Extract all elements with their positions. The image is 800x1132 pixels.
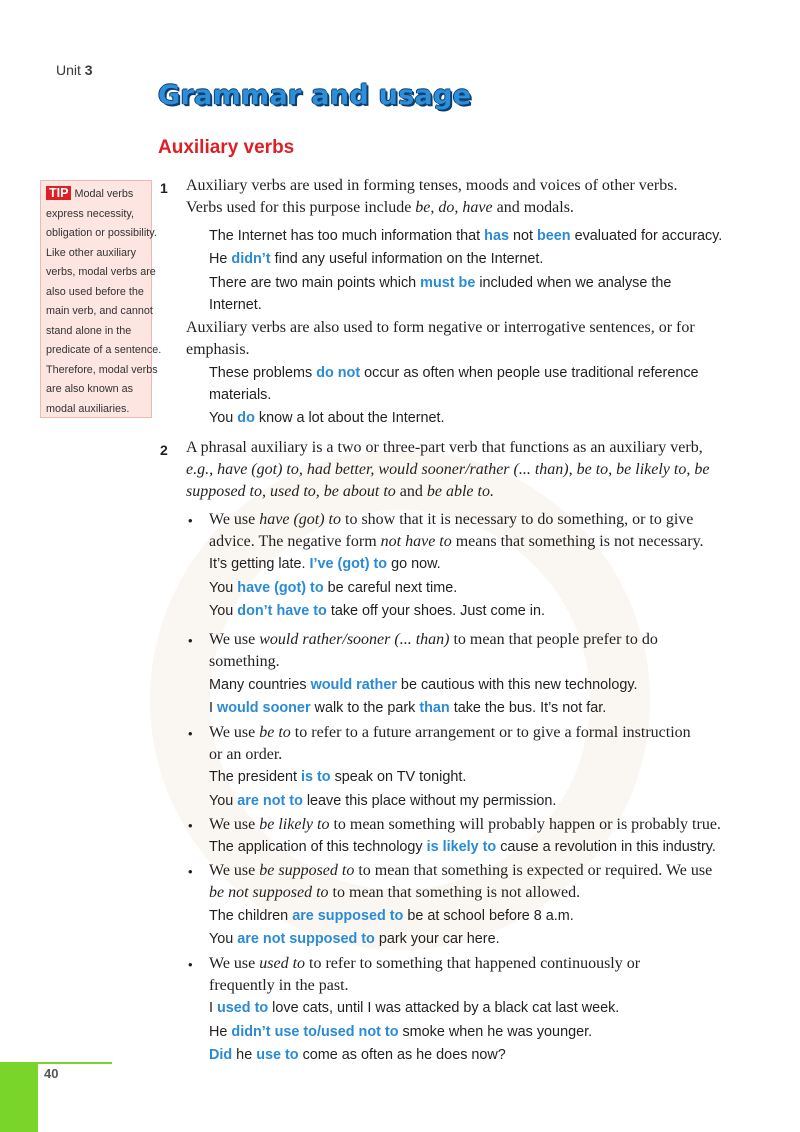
- bullet-text: We use would rather/sooner (... than) to mean that people prefer to do: [209, 631, 658, 648]
- page-number: 40: [44, 1066, 59, 1081]
- unit-label: Unit 3: [56, 62, 93, 78]
- example-sentence: materials.: [209, 387, 272, 403]
- example-sentence: You don’t have to take off your shoes. Just come in.: [209, 603, 545, 619]
- example-sentence: You are not supposed to park your car here.: [209, 931, 500, 947]
- example-sentence: Did he use to come as often as he does now?: [209, 1047, 506, 1063]
- example-sentence: You do know a lot about the Internet.: [209, 410, 445, 426]
- example-sentence: Internet.: [209, 297, 262, 313]
- footer-color-block: [0, 1062, 38, 1132]
- item-number-2: 2: [160, 442, 168, 458]
- paragraph: A phrasal auxiliary is a two or three-part verb that functions as an auxiliary verb,: [186, 439, 703, 456]
- paragraph: Auxiliary verbs are also used to form negative or interrogative sentences, or for: [186, 319, 695, 336]
- section-title: Auxiliary verbs: [158, 137, 295, 158]
- example-sentence: The president is to speak on TV tonight.: [209, 769, 467, 785]
- item-number-1: 1: [160, 180, 168, 196]
- example-sentence: The Internet has too much information that has not been evaluated for accuracy.: [209, 228, 723, 244]
- bullet-icon: •: [188, 633, 193, 648]
- paragraph: e.g., have (got) to, had better, would sooner/rather (... than), be to, be likely to, be: [186, 461, 710, 478]
- bullet-text: or an order.: [209, 746, 283, 763]
- paragraph: emphasis.: [186, 341, 250, 358]
- bullet-icon: •: [188, 726, 193, 741]
- example-sentence: There are two main points which must be included when we analyse the: [209, 275, 672, 291]
- bullet-text: We use have (got) to to show that it is necessary to do something, or to give: [209, 511, 694, 528]
- example-sentence: Many countries would rather be cautious with this new technology.: [209, 677, 638, 693]
- example-sentence: You are not to leave this place without my permission.: [209, 793, 557, 809]
- bullet-text: We use be to to refer to a future arrangement or to give a formal instruction: [209, 724, 691, 741]
- example-sentence: You have (got) to be careful next time.: [209, 580, 458, 596]
- bullet-icon: •: [188, 957, 193, 972]
- example-sentence: The application of this technology is likely to cause a revolution in this industry.: [209, 839, 716, 855]
- bullet-text: We use used to to refer to something that happened continuously or: [209, 955, 641, 972]
- paragraph: Auxiliary verbs are used in forming tenses, moods and voices of other verbs.: [186, 177, 678, 194]
- paragraph: Verbs used for this purpose include be, do, have and modals.: [186, 199, 574, 216]
- example-sentence: I would sooner walk to the park than take the bus. It’s not far.: [209, 700, 607, 716]
- page-title: Grammar and usage: [158, 80, 472, 111]
- tip-box: TIP Modal verbs express necessity, obligation or possibility. Like other auxiliary verbs, modal verbs are also used before the main verb, and cannot stand alone in the predicate of a sentence. Therefore, modal verbs are also known as modal auxiliaries.: [40, 180, 152, 418]
- example-sentence: These problems do not occur as often when people use traditional reference: [209, 365, 699, 381]
- bullet-text: something.: [209, 653, 280, 670]
- bullet-icon: •: [188, 818, 193, 833]
- bullet-text: advice. The negative form not have to means that something is not necessary.: [209, 533, 704, 550]
- example-sentence: It’s getting late. I’ve (got) to go now.: [209, 556, 441, 572]
- paragraph: supposed to, used to, be about to and be able to.: [186, 483, 494, 500]
- tip-label: TIP: [46, 186, 71, 200]
- example-sentence: I used to love cats, until I was attacked by a black cat last week.: [209, 1000, 620, 1016]
- example-sentence: He didn’t find any useful information on the Internet.: [209, 251, 544, 267]
- bullet-icon: •: [188, 513, 193, 528]
- bullet-text: frequently in the past.: [209, 977, 349, 994]
- bullet-text: be not supposed to to mean that something is not allowed.: [209, 884, 581, 901]
- bullet-text: We use be supposed to to mean that something is expected or required. We use: [209, 862, 713, 879]
- bullet-icon: •: [188, 864, 193, 879]
- example-sentence: The children are supposed to be at school before 8 a.m.: [209, 908, 574, 924]
- bullet-text: We use be likely to to mean something will probably happen or is probably true.: [209, 816, 721, 833]
- example-sentence: He didn’t use to/used not to smoke when he was younger.: [209, 1024, 593, 1040]
